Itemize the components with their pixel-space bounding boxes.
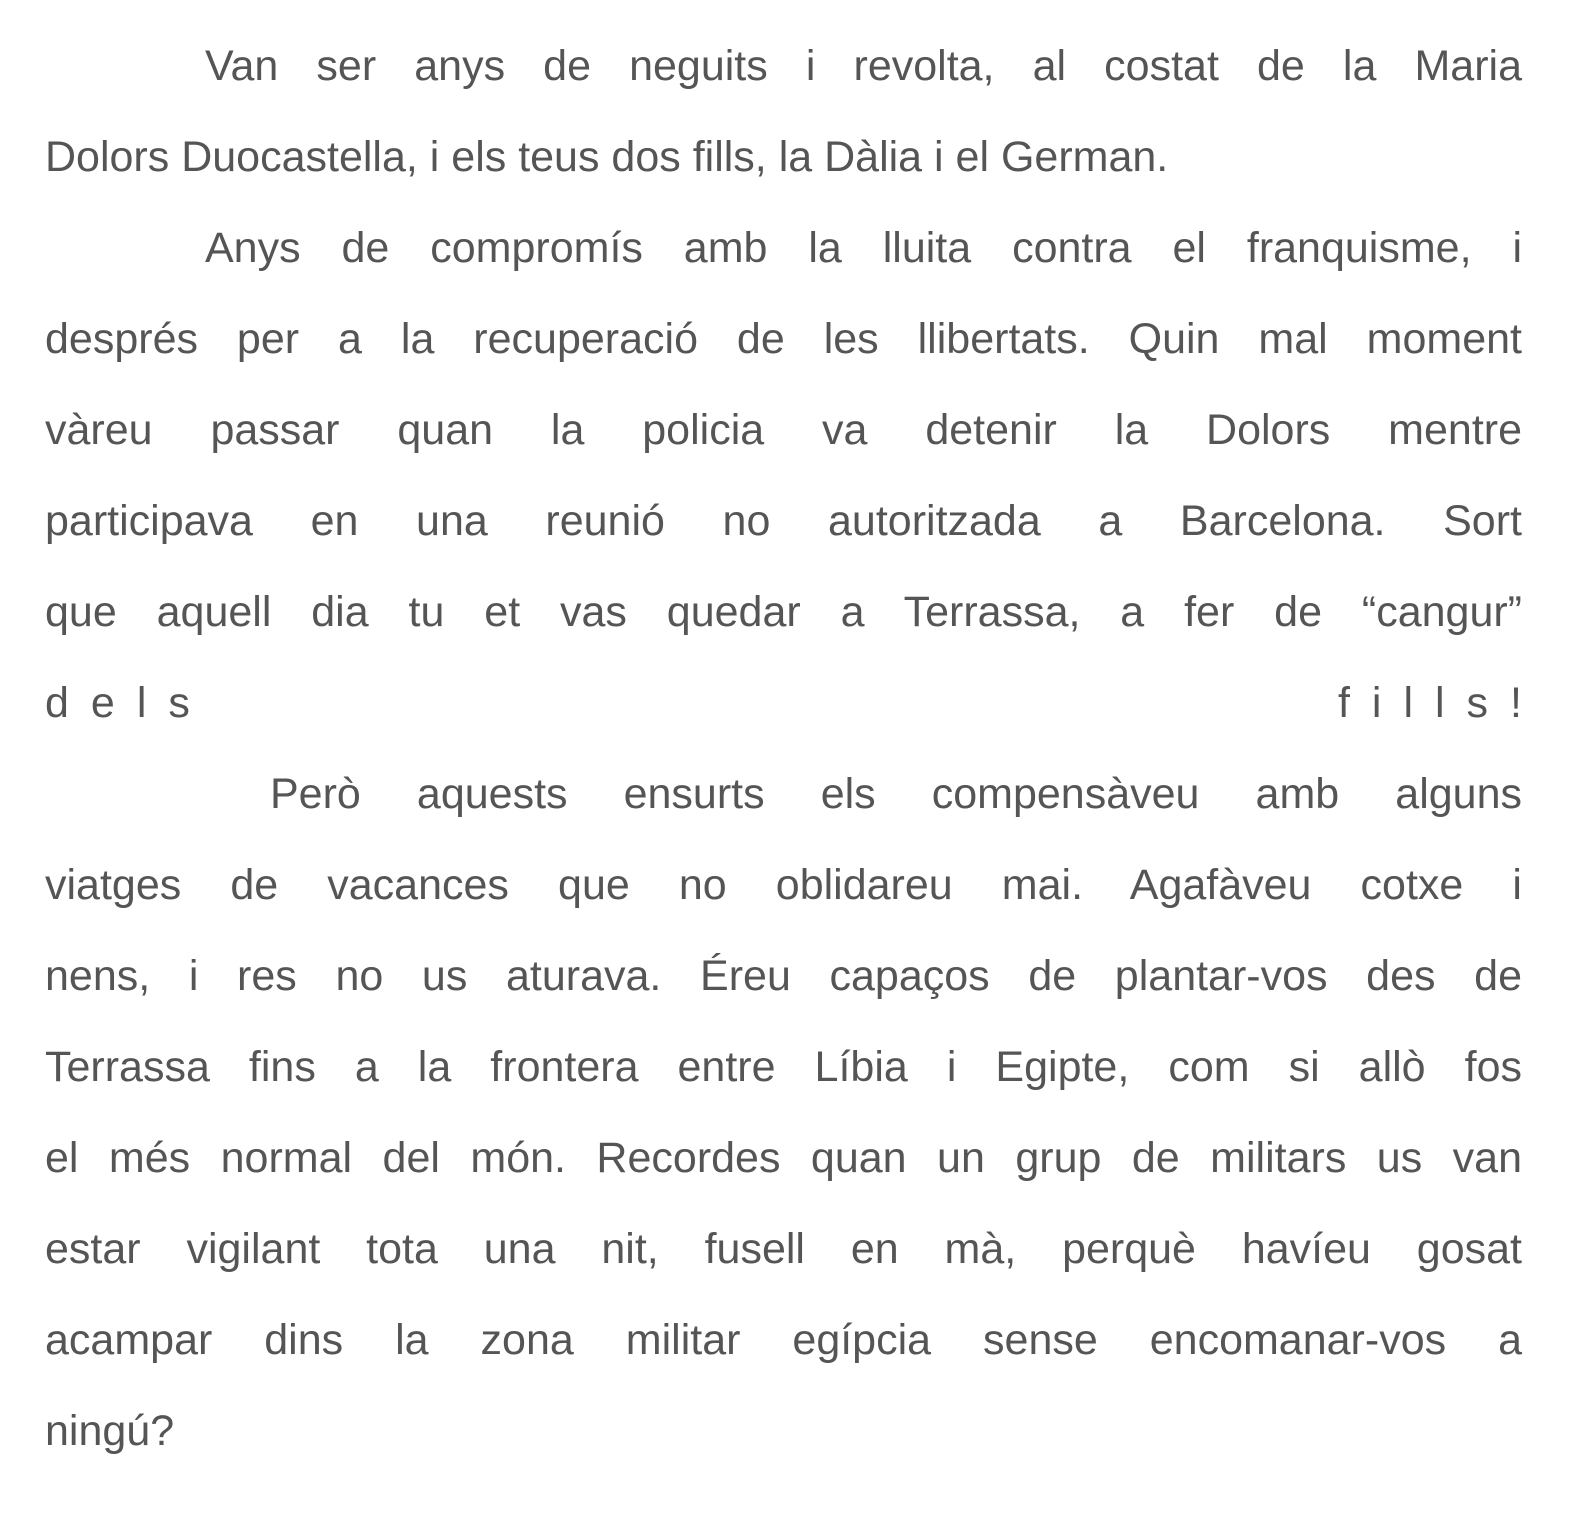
text-line: estar vigilant tota una nit, fusell en mà, perquè havíeu gosat: [45, 1225, 1522, 1273]
text-line: el més normal del món. Recordes quan un grup de militars us van: [45, 1134, 1522, 1182]
text-line: viatges de vacances que no oblidareu mai. Agafàveu cotxe i: [45, 861, 1522, 909]
paragraph-2: [45, 210, 1544, 756]
text-line: Anys de compromís amb la lluita contra el franquisme, i: [205, 224, 1522, 272]
text-line: després per a la recuperació de les llibertats. Quin mal moment: [45, 315, 1522, 363]
text-line-spread: [45, 665, 1544, 756]
paragraph-1: [45, 28, 1522, 210]
text-line: participava en una reunió no autoritzada a Barcelona. Sort: [45, 497, 1522, 545]
text-line: Van ser anys de neguits i revolta, al costat de la Maria: [205, 42, 1522, 90]
text-line: nens, i res no us aturava. Éreu capaços de plantar-vos des de: [45, 952, 1522, 1000]
text-line: ningú?: [45, 1407, 175, 1455]
text-line: acampar dins la zona militar egípcia sense encomanar-vos a: [45, 1316, 1522, 1364]
text-line: que aquell dia tu et vas quedar a Terrassa, a fer de “cangur”: [45, 588, 1522, 636]
text-line: Dolors Duocastella, i els teus dos fills, la Dàlia i el German.: [45, 133, 1169, 181]
text-line: Però aquests ensurts els compensàveu amb alguns: [270, 770, 1522, 818]
text-line: vàreu passar quan la policia va detenir la Dolors mentre: [45, 406, 1522, 454]
text-line: Terrassa fins a la frontera entre Líbia i Egipte, com si allò fos: [45, 1043, 1522, 1091]
document-page: [45, 28, 1544, 1484]
paragraph-3: [45, 756, 1522, 1484]
spread-word-right: fills!: [1337, 679, 1544, 727]
spread-word-left: dels: [45, 679, 212, 727]
